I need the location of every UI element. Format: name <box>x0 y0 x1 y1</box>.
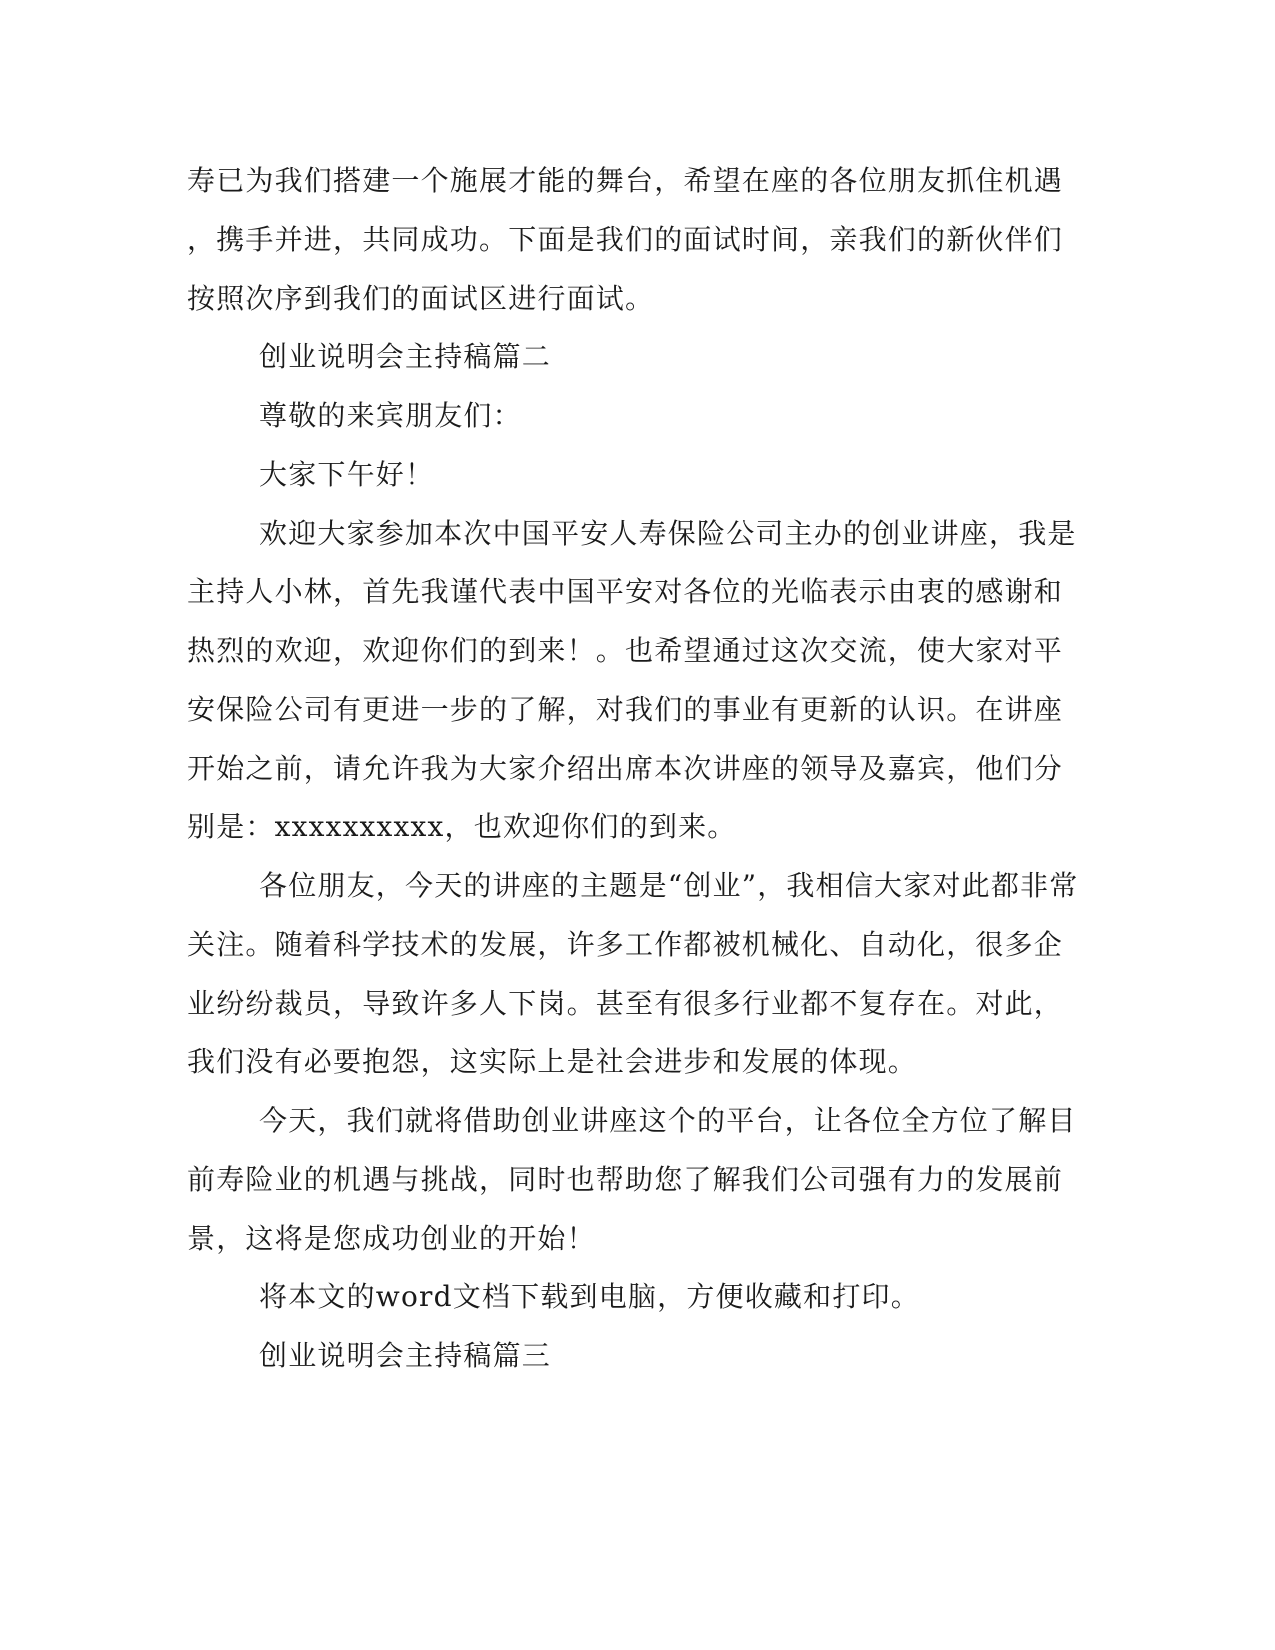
paragraph-4-line-3: 景，这将是您成功创业的开始！ <box>187 1222 596 1255</box>
paragraph-2-line-3: 热烈的欢迎，欢迎你们的到来！。也希望通过这次交流，使大家对平 <box>187 634 1064 667</box>
paragraph-2-line-1: 欢迎大家参加本次中国平安人寿保险公司主办的创业讲座，我是 <box>259 517 1077 550</box>
paragraph-3-line-4: 我们没有必要抱怨，这实际上是社会进步和发展的体现。 <box>187 1045 918 1078</box>
greeting: 大家下午好！ <box>259 458 435 491</box>
paragraph-3-line-3: 业纷纷裁员，导致许多人下岗。甚至有很多行业都不复存在。对此， <box>187 987 1064 1020</box>
section-heading-3: 创业说明会主持稿篇三 <box>259 1339 552 1372</box>
paragraph-1-line-1: 寿已为我们搭建一个施展才能的舞台，希望在座的各位朋友抓住机遇 <box>187 164 1064 197</box>
salutation: 尊敬的来宾朋友们： <box>259 399 522 432</box>
section-heading-2: 创业说明会主持稿篇二 <box>259 340 552 373</box>
paragraph-3-line-2: 关注。随着科学技术的发展，许多工作都被机械化、自动化，很多企 <box>187 928 1064 961</box>
download-note: 将本文的word文档下载到电脑，方便收藏和打印。 <box>259 1280 920 1313</box>
paragraph-4-line-1: 今天，我们就将借助创业讲座这个的平台，让各位全方位了解目 <box>259 1104 1077 1137</box>
paragraph-1-line-3: 按照次序到我们的面试区进行面试。 <box>187 282 655 315</box>
paragraph-2-line-4: 安保险公司有更进一步的了解，对我们的事业有更新的认识。在讲座 <box>187 693 1064 726</box>
paragraph-4-line-2: 前寿险业的机遇与挑战，同时也帮助您了解我们公司强有力的发展前 <box>187 1163 1064 1196</box>
paragraph-2-line-6: 别是：xxxxxxxxxx，也欢迎你们的到来。 <box>187 810 737 843</box>
paragraph-1-line-2: ，携手并进，共同成功。下面是我们的面试时间，亲我们的新伙伴们 <box>187 223 1064 256</box>
paragraph-2-line-5: 开始之前，请允许我为大家介绍出席本次讲座的领导及嘉宾，他们分 <box>187 752 1064 785</box>
paragraph-3-line-1: 各位朋友，今天的讲座的主题是“创业”，我相信大家对此都非常 <box>259 869 1079 902</box>
paragraph-2-line-2: 主持人小林，首先我谨代表中国平安对各位的光临表示由衷的感谢和 <box>187 575 1064 608</box>
